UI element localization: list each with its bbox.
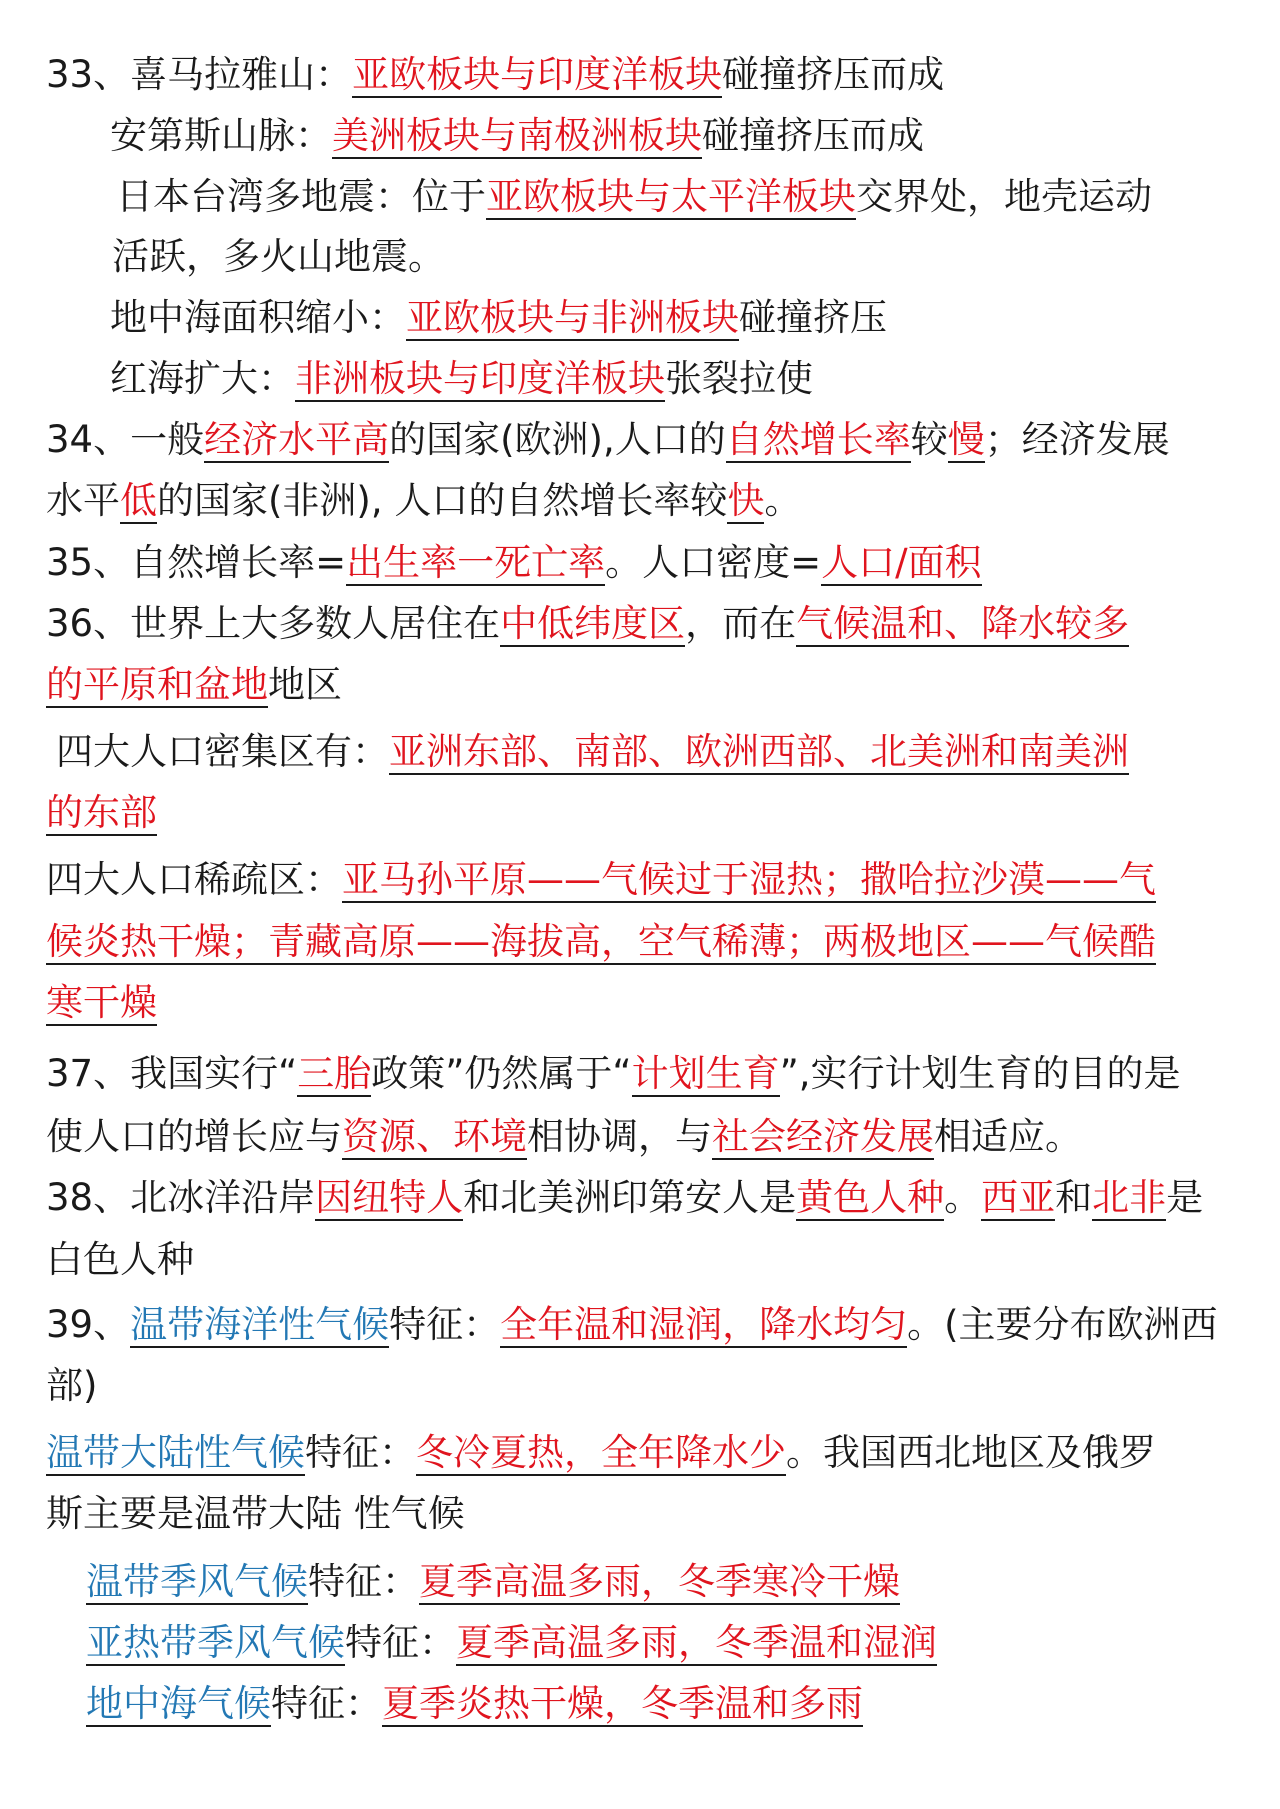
- text-segment: 和: [1055, 1176, 1093, 1220]
- text-line: [0, 858, 1280, 922]
- text-line: [0, 295, 1280, 360]
- answer-highlight: 慢: [947, 418, 985, 462]
- text-segment: 碰撞挤压而成: [702, 114, 924, 158]
- answer-highlight: 资源、环境: [342, 1115, 527, 1159]
- text-line: [0, 1363, 1280, 1428]
- answer-highlight: 西亚: [981, 1176, 1056, 1220]
- text-segment: 交界处，地壳运动: [856, 175, 1152, 219]
- answer-highlight: 亚洲东部、南部、欧洲西部、北美洲和南美洲: [389, 730, 1129, 774]
- text-segment: 特征：: [389, 1302, 501, 1346]
- text-segment: 38、北冰洋沿岸: [46, 1176, 316, 1220]
- text-segment: 特征：: [345, 1620, 456, 1664]
- text-line: [0, 1559, 1280, 1624]
- text-line: [0, 1176, 1280, 1240]
- answer-highlight: 低: [120, 479, 157, 523]
- answer-highlight: 北非: [1092, 1176, 1167, 1220]
- text-segment: ”,实行计划生育的目的是: [779, 1052, 1181, 1095]
- answer-highlight: 寒干燥: [46, 980, 157, 1024]
- answer-highlight: 候炎热干燥；青藏高原——海拔高，空气稀薄；两极地区——气候酷: [46, 919, 1156, 963]
- text-segment: 地区: [268, 662, 342, 706]
- text-line: [0, 540, 1280, 605]
- text-segment: 和北美洲印第安人是: [463, 1176, 797, 1220]
- text-segment: ；经济发展: [984, 418, 1170, 462]
- text-segment: 相适应。: [934, 1115, 1082, 1159]
- climate-term: 地中海气候: [86, 1681, 271, 1725]
- answer-highlight: 夏季高温多雨，冬季寒冷干燥: [419, 1559, 900, 1603]
- text-segment: 33、喜马拉雅山：: [46, 53, 353, 96]
- text-line: [0, 479, 1280, 543]
- text-segment: 的国家(非洲), 人口的自然增长率较: [157, 479, 728, 523]
- answer-highlight: 的东部: [46, 791, 157, 835]
- answer-highlight: 全年温和湿润，降水均匀: [500, 1302, 908, 1346]
- text-line: [0, 1620, 1280, 1685]
- text-line: [0, 791, 1280, 855]
- text-segment: 碰撞挤压而成: [722, 53, 945, 96]
- answer-highlight: 中低纬度区: [500, 601, 686, 645]
- text-segment: 。(主要分布欧洲西: [907, 1302, 1218, 1346]
- text-segment: 的国家(欧洲),人口的: [389, 418, 726, 462]
- text-segment: 红海扩大：: [110, 356, 295, 400]
- text-line: [0, 1492, 1280, 1556]
- text-segment: 相协调，与: [527, 1115, 712, 1159]
- text-segment: 四大人口密集区有：: [56, 730, 389, 774]
- text-line: [0, 418, 1280, 482]
- text-segment: 39、: [46, 1302, 131, 1346]
- text-line: [0, 1237, 1280, 1302]
- text-line: [0, 919, 1280, 984]
- answer-highlight: 亚欧板块与非洲板块: [406, 295, 739, 339]
- text-line: [0, 1115, 1280, 1179]
- text-segment: 四大人口稀疏区：: [46, 858, 342, 902]
- text-segment: 白色人种: [46, 1237, 194, 1281]
- text-segment: 日本台湾多地震：位于: [116, 175, 486, 219]
- answer-highlight: 夏季炎热干燥，冬季温和多雨: [382, 1681, 863, 1725]
- text-segment: 活跃，多火山地震。: [112, 234, 445, 278]
- text-line: [0, 601, 1280, 666]
- text-line: [0, 1052, 1280, 1116]
- answer-highlight: 的平原和盆地: [46, 662, 268, 706]
- answer-highlight: 人口/面积: [821, 540, 982, 584]
- text-line: [0, 980, 1280, 1045]
- climate-term: 亚热带季风气候: [86, 1620, 345, 1664]
- text-segment: 36、世界上大多数人居住在: [46, 601, 501, 645]
- text-segment: 水平: [46, 479, 120, 523]
- text-segment: 34、一般: [46, 418, 205, 462]
- text-segment: 斯主要是温带大陆 性气候: [46, 1492, 465, 1536]
- text-segment: 特征：: [308, 1559, 419, 1603]
- text-segment: 碰撞挤压: [739, 295, 887, 339]
- text-segment: 政策”仍然属于“: [371, 1052, 632, 1095]
- answer-highlight: 亚马孙平原——气候过于湿热；撒哈拉沙漠——气: [342, 858, 1156, 902]
- answer-highlight: 经济水平高: [204, 418, 390, 462]
- answer-highlight: 夏季高温多雨，冬季温和湿润: [456, 1620, 937, 1664]
- answer-highlight: 非洲板块与印度洋板块: [295, 356, 665, 400]
- text-line: [0, 662, 1280, 727]
- text-line: [0, 1681, 1280, 1746]
- text-line: [0, 114, 1280, 178]
- answer-highlight: 快: [727, 479, 765, 523]
- text-segment: 。我国西北地区及俄罗: [786, 1431, 1156, 1475]
- answer-highlight: 计划生育: [631, 1052, 780, 1095]
- text-segment: 较: [910, 418, 948, 462]
- answer-highlight: 出生率一死亡率: [346, 540, 606, 584]
- text-segment: 。人口密度=: [605, 540, 822, 584]
- climate-term: 温带大陆性气候: [46, 1431, 305, 1475]
- text-segment: 张裂拉使: [665, 356, 813, 400]
- answer-highlight: 因纽特人: [315, 1176, 464, 1220]
- text-line: [0, 53, 1280, 117]
- text-line: [0, 1302, 1280, 1367]
- climate-term: 温带海洋性气候: [130, 1302, 390, 1346]
- text-segment: 特征：: [305, 1431, 416, 1475]
- answer-highlight: 社会经济发展: [712, 1115, 934, 1159]
- text-segment: 。: [764, 479, 802, 523]
- text-segment: 特征：: [271, 1681, 382, 1725]
- text-line: [0, 234, 1280, 299]
- answer-highlight: 亚欧板块与太平洋板块: [486, 175, 856, 219]
- climate-term: 温带季风气候: [86, 1559, 308, 1603]
- answer-highlight: 黄色人种: [796, 1176, 945, 1220]
- text-line: [0, 175, 1280, 239]
- answer-highlight: 冬冷夏热，全年降水少: [416, 1431, 786, 1475]
- answer-highlight: 三胎: [297, 1052, 372, 1095]
- answer-highlight: 气候温和、降水较多: [796, 601, 1130, 645]
- text-segment: 安第斯山脉：: [110, 114, 332, 158]
- text-segment: 部): [46, 1363, 98, 1407]
- text-segment: 。: [944, 1176, 982, 1220]
- text-segment: 地中海面积缩小：: [110, 295, 406, 339]
- text-segment: 使人口的增长应与: [46, 1115, 342, 1159]
- answer-highlight: 美洲板块与南极洲板块: [332, 114, 702, 158]
- text-segment: ，而在: [685, 601, 797, 645]
- text-line: [0, 730, 1280, 794]
- text-segment: 37、我国实行“: [46, 1052, 298, 1095]
- text-segment: 是: [1166, 1176, 1204, 1220]
- answer-highlight: 自然增长率: [725, 418, 911, 462]
- text-segment: 35、自然增长率=: [46, 540, 347, 584]
- answer-highlight: 亚欧板块与印度洋板块: [352, 53, 723, 96]
- text-line: [0, 1431, 1280, 1495]
- text-line: [0, 356, 1280, 421]
